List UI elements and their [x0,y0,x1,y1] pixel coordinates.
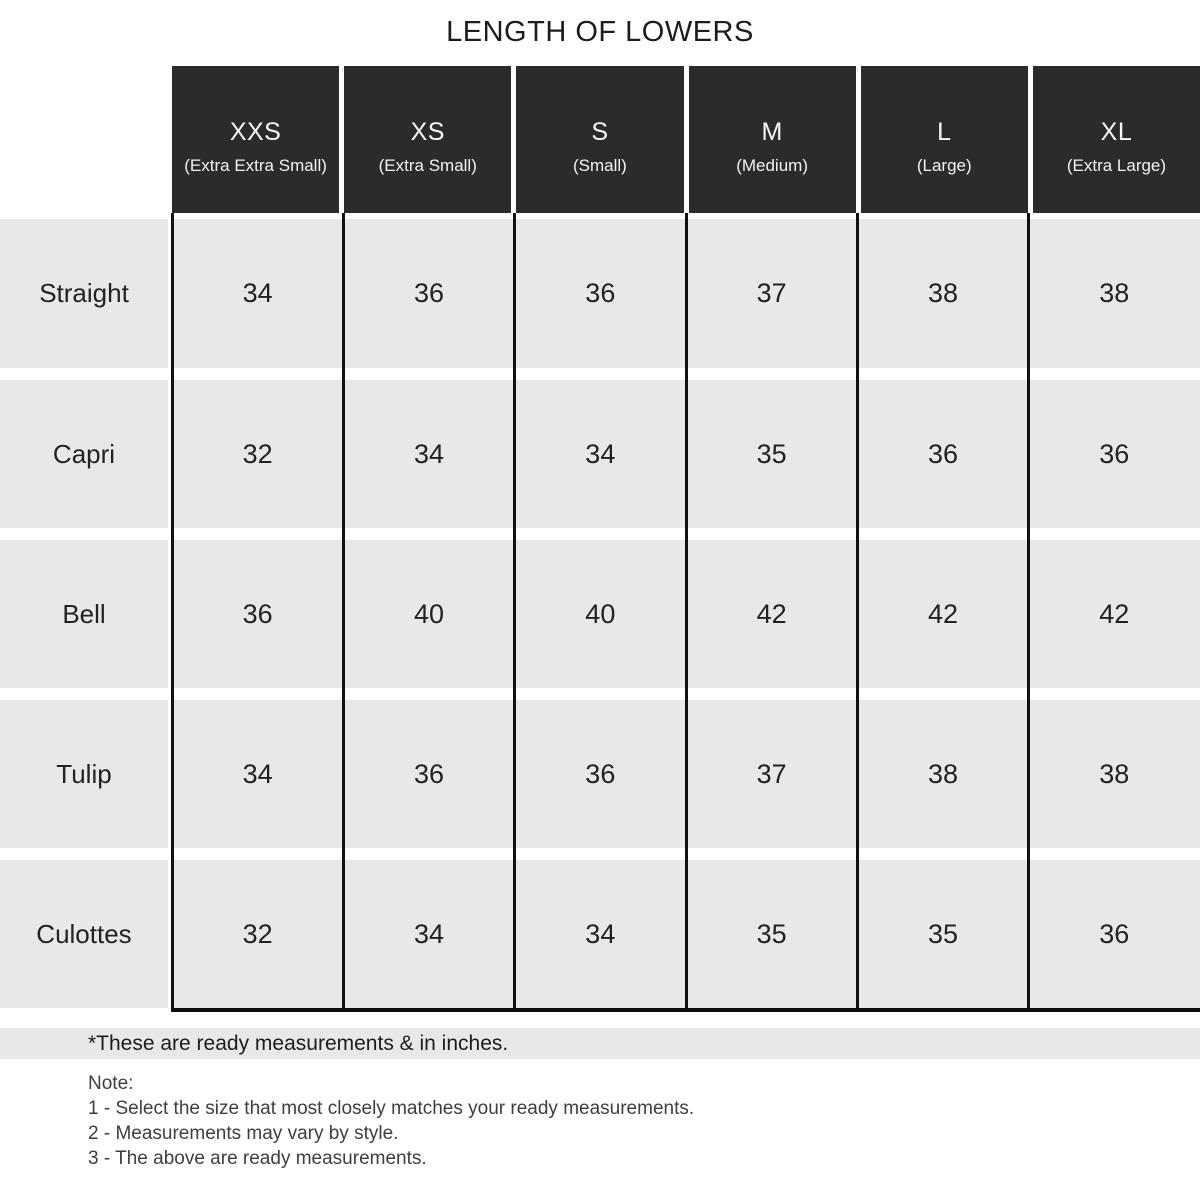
size-full-name: (Extra Small) [378,155,477,175]
cell-value: 36 [413,278,445,308]
cell-value: 35 [756,438,787,469]
cell-value: 36 [413,758,445,789]
table-row-culottes [0,860,1200,1008]
cell-value: 38 [927,278,958,308]
row-label: Culottes [0,860,168,1008]
footnote-strip [0,1028,1200,1059]
table-grid-line [685,213,688,1012]
cell-value: 38 [1099,278,1130,308]
size-column-header-xs [344,66,511,213]
cell-value: 32 [242,918,273,949]
table-grid-line [342,213,345,1012]
cell-value: 36 [1099,438,1130,469]
cell-value: 36 [1099,918,1130,949]
note-heading: Note: [88,1073,134,1094]
size-full-name: (Medium) [736,155,808,175]
cell-value: 42 [756,598,787,629]
cell-value: 36 [585,278,616,308]
cell-value: 35 [756,918,787,949]
cell-value: 34 [413,918,445,949]
table-row-tulip [0,700,1200,848]
table-grid-line [513,213,516,1012]
size-column-header-xl [1033,66,1200,213]
cell-value: 36 [927,438,958,469]
size-column-header-m [689,66,856,213]
size-full-name: (Small) [573,155,627,175]
cell-value: 34 [413,438,445,469]
size-code: S [591,117,609,146]
size-column-header-xxs [172,66,339,213]
table-grid-line [171,213,174,1012]
cell-value: 38 [1099,758,1130,789]
table-bottom-border [172,1008,1200,1012]
row-label: Tulip [0,700,168,848]
cell-value: 32 [242,438,273,469]
table-grid-line [1027,213,1030,1012]
table-row-capri [0,380,1200,528]
size-code: L [937,117,952,146]
cell-value: 38 [927,758,958,789]
size-column-header-s [516,66,683,213]
footnote-text: *These are ready measurements & in inches. [88,1031,509,1055]
cell-value: 35 [927,918,958,949]
size-code: M [761,117,783,146]
note-item: 2 - Measurements may vary by style. [88,1123,399,1144]
size-column-header-l [861,66,1028,213]
cell-value: 36 [242,598,273,629]
cell-value: 40 [585,598,616,629]
table-row-bell [0,540,1200,688]
size-code: XXS [229,117,282,146]
size-full-name: (Extra Extra Small) [184,155,327,175]
cell-value: 34 [585,438,616,469]
notes-block [88,1072,694,1172]
row-label: Bell [0,540,168,688]
table-row-straight [0,219,1200,368]
size-code: XL [1100,117,1133,146]
row-label: Straight [0,219,168,368]
row-label: Capri [0,380,168,528]
size-header-row [172,66,1200,213]
size-full-name: (Extra Large) [1066,155,1167,175]
cell-value: 34 [242,758,273,789]
table-grid-line [856,213,859,1012]
cell-value: 34 [585,918,616,949]
cell-value: 36 [585,758,616,789]
cell-value: 34 [242,278,273,308]
page-title: LENGTH OF LOWERS [446,16,754,48]
cell-value: 37 [756,278,787,308]
size-full-name: (Large) [916,155,972,175]
note-item: 3 - The above are ready measurements. [88,1148,427,1169]
note-item: 1 - Select the size that most closely matches your ready measurements. [88,1098,695,1119]
cell-value: 40 [413,598,445,629]
cell-value: 42 [927,598,958,629]
size-code: XS [410,117,445,146]
cell-value: 42 [1099,598,1130,629]
cell-value: 37 [756,758,787,789]
